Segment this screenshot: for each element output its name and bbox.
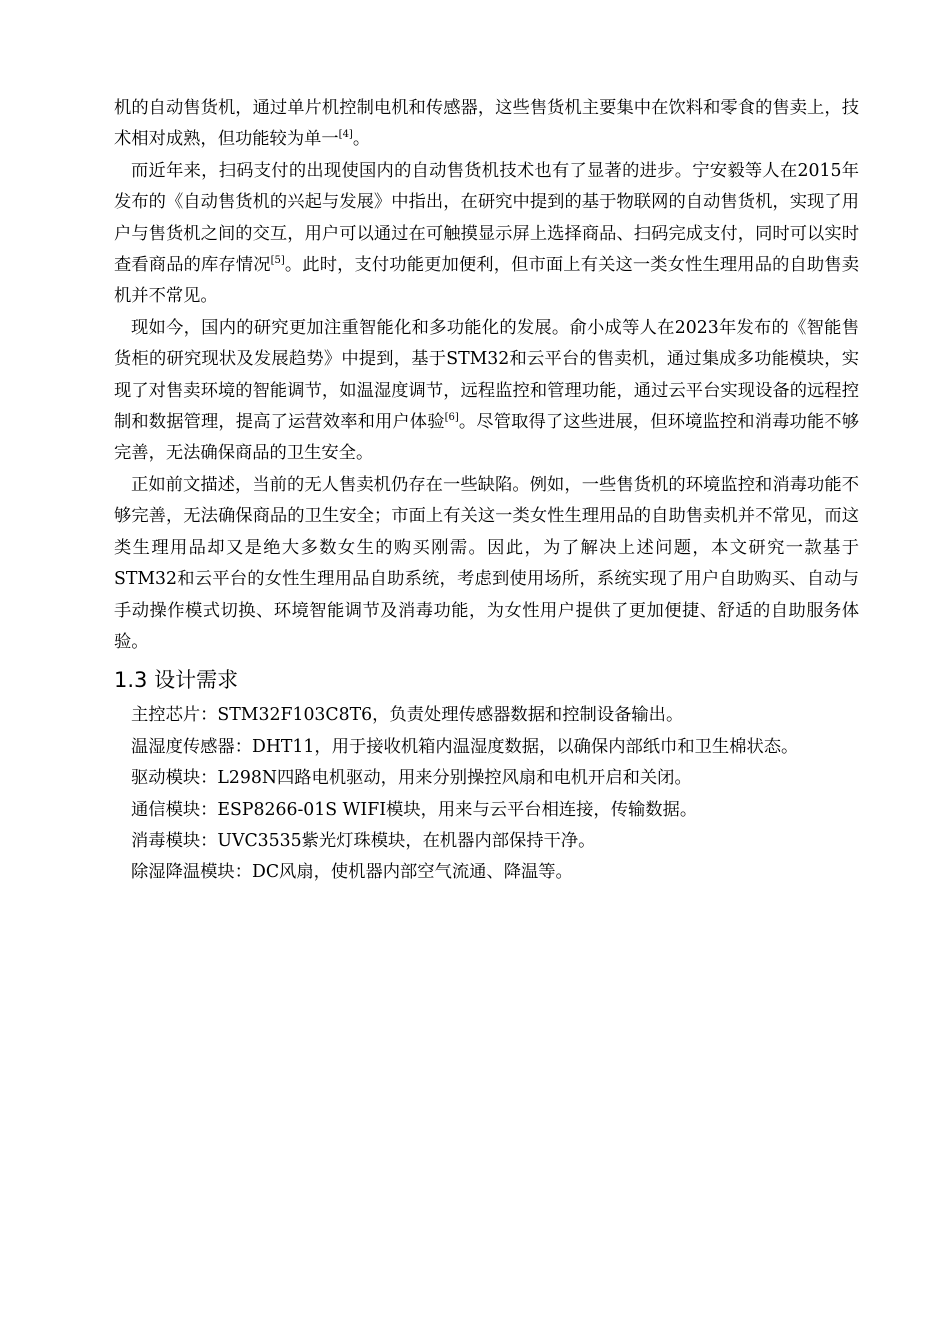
requirement-communication-module: 通信模块：ESP8266-01S WIFI模块，用来与云平台相连接，传输数据。	[131, 799, 698, 820]
page-content	[114, 93, 859, 889]
citation-6: [6]	[444, 412, 459, 424]
requirements-list	[114, 700, 859, 888]
paragraph-text: 正如前文描述，当前的无人售卖机仍存在一些缺陷。例如，一些售货机的环境监控和消毒功能不够完善，无法确保商品的卫生安全；市面上有关这一类女性生理用品的自助售卖机并不常见，而这类生理用品却又是绝大多数女生的购买刚需。因此，为了解决上述问题，本文研究一款基于STM32和云平台的女性生理用品自助系统，考虑到使用场所，系统实现了用户自助购买、自动与手动操作模式切换、环境智能调节及消毒功能，为女性用户提供了更加便捷、舒适的自助服务体验。	[114, 474, 859, 652]
citation-4: [4]	[338, 129, 353, 141]
paragraph-vending-history	[114, 93, 859, 156]
paragraph-text: 机的自动售货机，通过单片机控制电机和传感器，这些售货机主要集中在饮料和零食的售卖上，技术相对成熟，但功能较为单一	[114, 98, 859, 150]
paragraph-text: 。	[352, 129, 371, 150]
citation-5: [5]	[270, 255, 285, 267]
paragraph-text: 现如今，国内的研究更加注重智能化和多功能化的发展。俞小成等人在2023年发布的《智能售货柜的研究现状及发展趋势》中提到，基于STM32和云平台的售卖机，通过集成多功能模块，实现了对售卖环境的智能调节，如温湿度调节，远程监控和管理功能，通过云平台实现设备的远程控制和数据管理，提高了运营效率和用户体验	[114, 317, 859, 433]
paragraph-text: 。尽管取得了这些进展，但环境监控和消毒功能不够完善，无法确保商品的卫生安全。	[114, 412, 859, 464]
paragraph-text: 。此时，支付功能更加便利，但市面上有关这一类女性生理用品的自助售卖机并不常见。	[114, 255, 859, 307]
paragraph-scan-payment	[114, 156, 859, 313]
requirement-temp-humidity-sensor: 温湿度传感器：DHT11，用于接收机箱内温湿度数据，以确保内部纸巾和卫生棉状态。	[131, 736, 799, 757]
paragraph-problem-statement	[114, 470, 859, 658]
paragraph-current-research	[114, 313, 859, 470]
requirement-driver-module: 驱动模块：L298N四路电机驱动，用来分别操控风扇和电机开启和关闭。	[131, 768, 692, 789]
requirement-dehumidify-cooling-module: 除湿降温模块：DC风扇，使机器内部空气流通、降温等。	[131, 862, 573, 883]
requirement-disinfection-module: 消毒模块：UVC3535紫光灯珠模块，在机器内部保持干净。	[131, 830, 596, 851]
section-heading-design-requirements: 1.3 设计需求	[114, 668, 239, 693]
paragraph-text: 而近年来，扫码支付的出现使国内的自动售货机技术也有了显著的进步。宁安毅等人在2015年发布的《自动售货机的兴起与发展》中指出，在研究中提到的基于物联网的自动售货机，实现了用户与售货机之间的交互，用户可以通过在可触摸显示屏上选择商品、扫码完成支付，同时可以实时查看商品的库存情况	[114, 160, 859, 276]
requirement-main-chip: 主控芯片：STM32F103C8T6，负责处理传感器数据和控制设备输出。	[131, 705, 684, 726]
